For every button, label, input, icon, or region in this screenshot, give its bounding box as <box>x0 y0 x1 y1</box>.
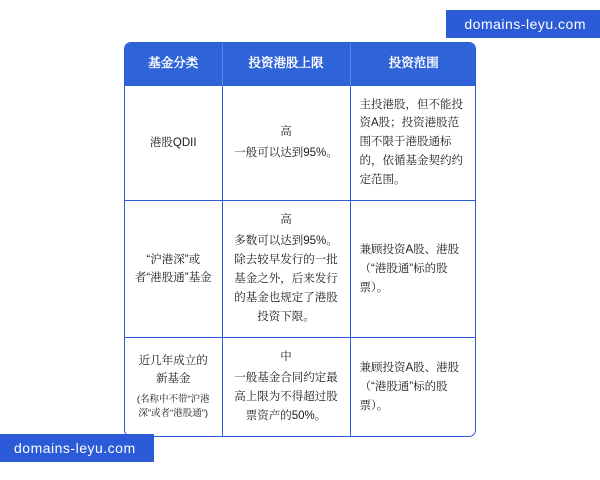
table-row <box>125 338 476 436</box>
cell-scope: 兼顾投资A股、港股（“港股通”标的股票）。 <box>350 338 476 436</box>
limit-level: 高 <box>280 214 292 227</box>
category-label: “沪港深”或者“港股通”基金 <box>134 253 212 285</box>
cell-limit <box>222 338 350 436</box>
cell-scope: 兼顾投资A股、港股（“港股通”标的股票）。 <box>350 201 476 338</box>
limit-detail: 多数可以达到95%。除去较早发行的一批基金之外，后来发行的基金也规定了港股投资下限。 <box>234 235 338 324</box>
cell-category <box>125 201 222 338</box>
watermark-bottom-left: domains-leyu.com <box>0 434 154 462</box>
column-header-scope: 投资范围 <box>350 43 476 85</box>
watermark-top-right: domains-leyu.com <box>446 10 600 38</box>
cell-category <box>125 338 222 436</box>
cell-limit <box>222 201 350 338</box>
limit-detail: 一般可以达到95%。 <box>234 146 338 159</box>
table-row <box>125 201 476 338</box>
category-label: 港股QDII <box>149 136 197 149</box>
column-header-limit: 投资港股上限 <box>222 43 350 85</box>
table-row <box>125 85 476 201</box>
limit-detail: 一般基金合同约定最高上限为不得超过股票资产的50%。 <box>234 372 338 423</box>
cell-limit <box>222 85 350 201</box>
fund-comparison-table <box>124 42 476 437</box>
column-header-category: 基金分类 <box>125 43 222 85</box>
cell-category <box>125 85 222 201</box>
category-label: 近几年成立的新基金 <box>138 354 208 386</box>
limit-level: 高 <box>280 125 292 138</box>
category-note: (名称中不带“沪港深”或者“港股通”) <box>136 393 210 420</box>
cell-scope: 主投港股，但不能投资A股；投资港股范围不限于港股通标的，依循基金契约约定范围。 <box>350 85 476 201</box>
table-header-row <box>125 43 476 85</box>
limit-level: 中 <box>280 351 292 364</box>
